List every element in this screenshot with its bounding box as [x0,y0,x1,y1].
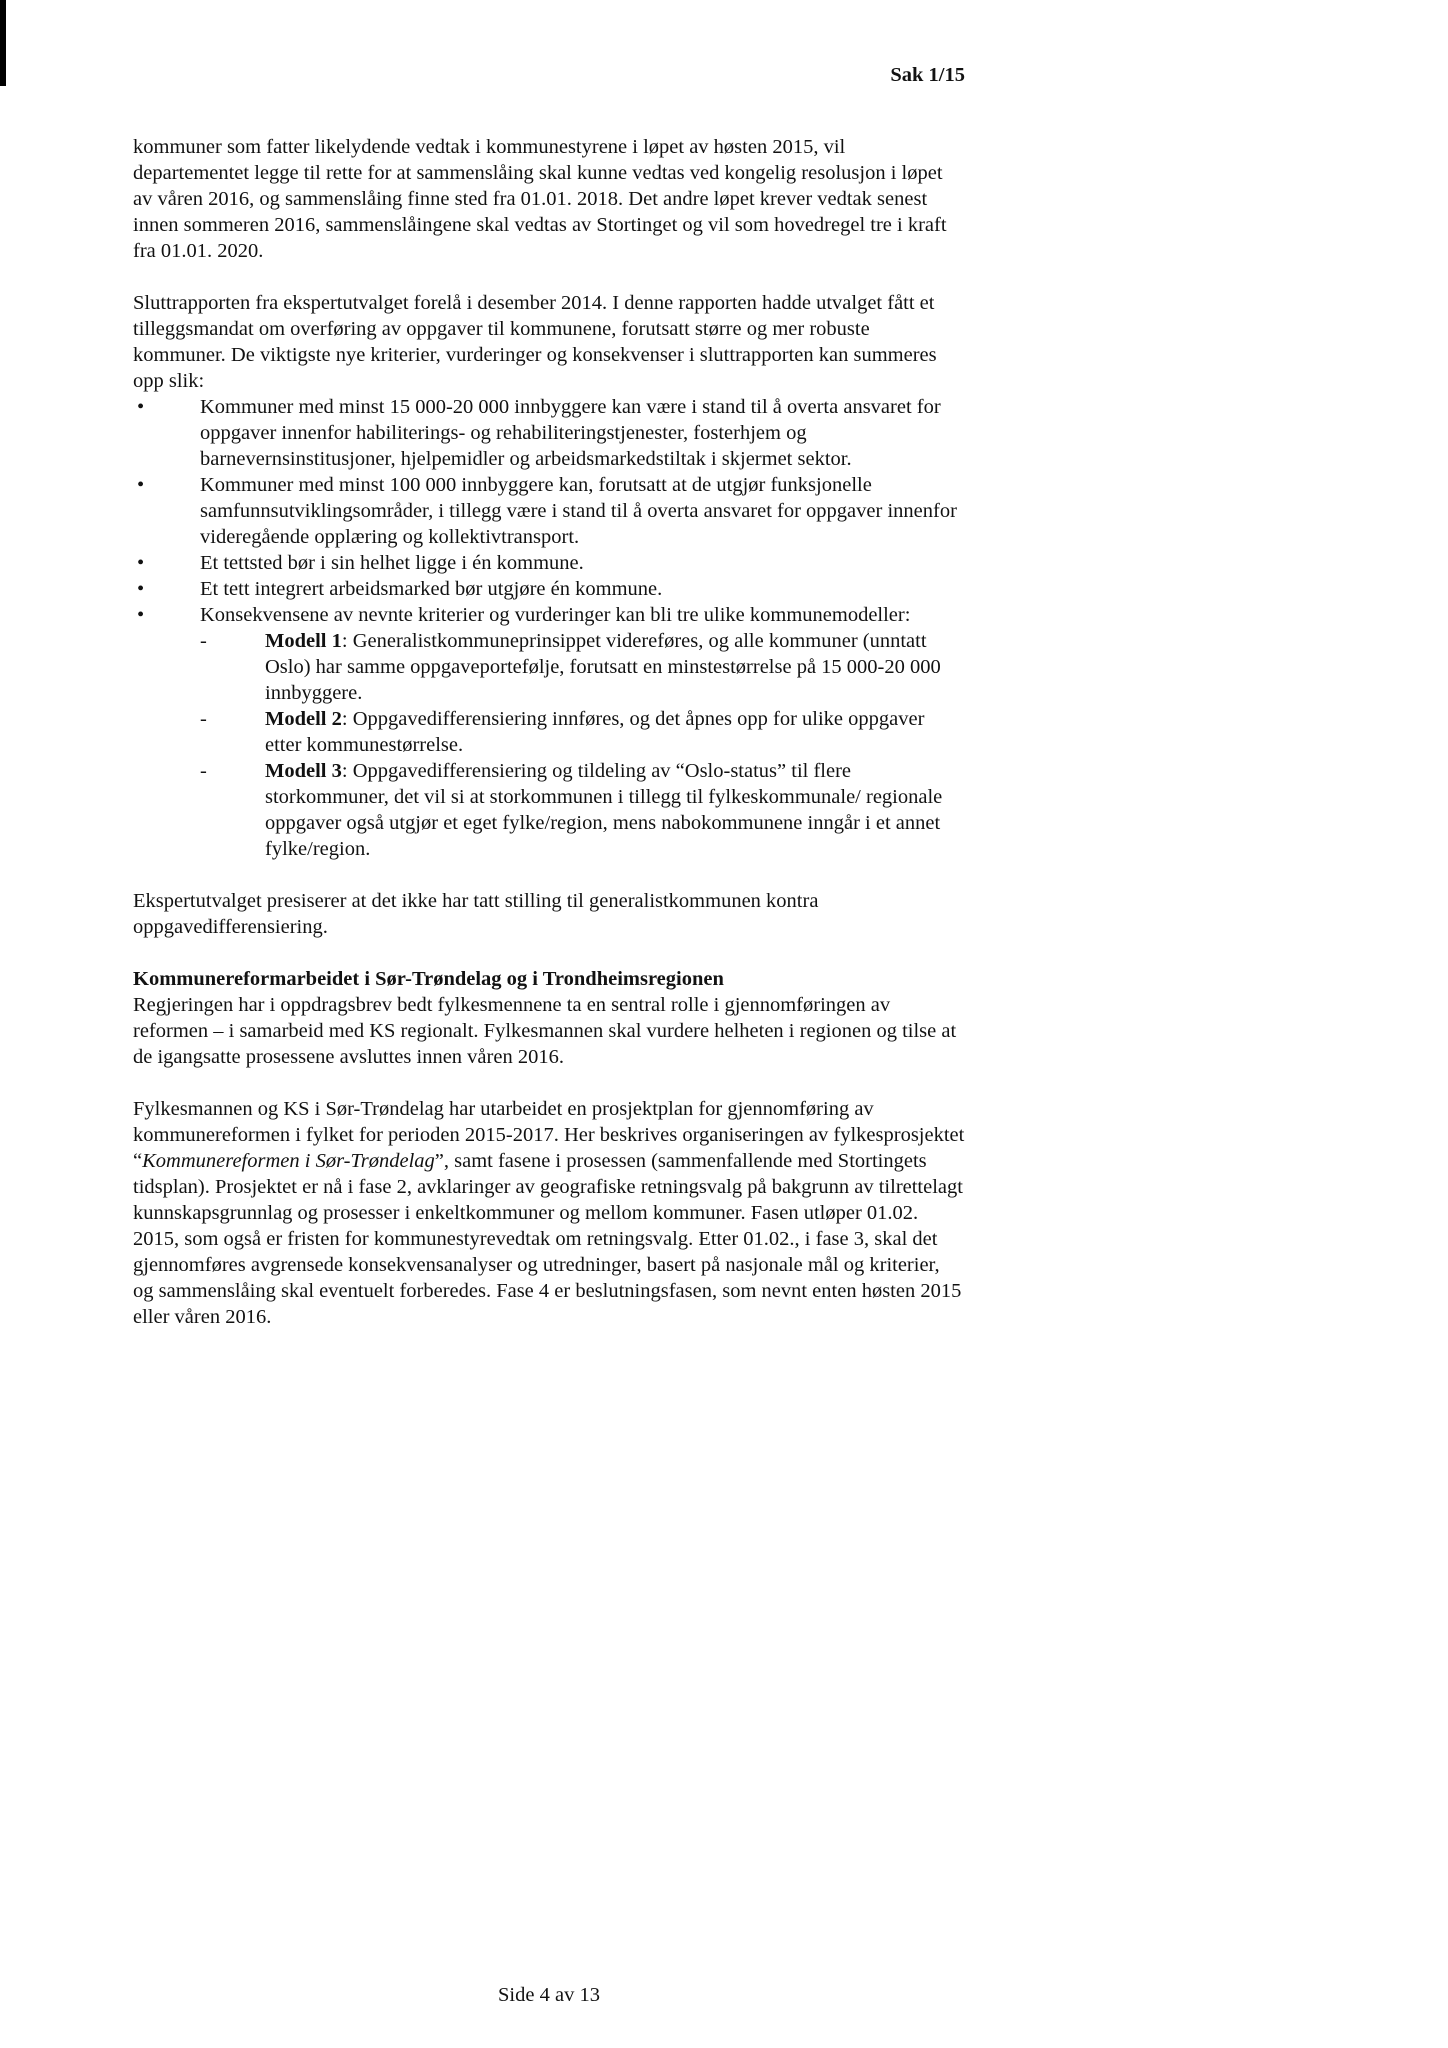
model-item [200,706,965,758]
bullet-marker: • [137,552,145,574]
bullet-marker: • [137,396,145,418]
bullet-text: Kommuner med minst 15 000-20 000 innbyggere kan være i stand til å overta ansvaret for oppgaver innenfor habiliterings- og rehabiliteringstjenester, fosterhjem og barnevernsinstitusjoner, hjelpemidler og arbeidsmarkedstiltak i skjermet sektor. [200,396,941,470]
model-label: Modell 2 [265,708,342,730]
bullet-marker: • [137,604,145,626]
paragraph-two-tracks: kommuner som fatter likelydende vedtak i kommunestyrene i løpet av høsten 2015, vil departementet legge til rette for at sammenslåing skal kunne vedtas ved kongelig resolusjon i løpet av våren 2016, og sammenslåing finne sted fra 01.01. 2018. Det andre løpet krever vedtak senest innen sommeren 2016, sammenslåingene skal vedtas av Stortinget og vil som hovedregel tre i kraft fra 01.01. 2020. [133,136,947,262]
dash-marker: - [200,760,207,782]
paragraph-regjeringen: Regjeringen har i oppdragsbrev bedt fylkesmennene ta en sentral rolle i gjennomføringen av reformen – i samarbeid med KS regionalt. Fylkesmannen skal vurdere helheten i regionen og tilse at de igangsatte prosessene avsluttes innen våren 2016. [133,994,957,1068]
model-text: : Oppgavedifferensiering innføres, og det åpnes opp for ulike oppgaver etter kommunestørrelse. [265,708,925,756]
bullet-marker: • [137,578,145,600]
page-content [133,62,965,1330]
bullet-item [133,550,965,576]
paragraph-prosjektplan [133,1096,965,1330]
dash-marker: - [200,708,207,730]
model-label: Modell 3 [265,760,342,782]
dash-marker: - [200,630,207,652]
model-list [200,628,965,862]
bullet-text: Kommuner med minst 100 000 innbyggere kan, forutsatt at de utgjør funksjonelle samfunnsutviklingsområder, i tillegg være i stand til å overta ansvaret for oppgaver innenfor videregående opplæring og kollektivtransport. [200,474,957,548]
project-title-italic: Kommunereformen i Sør-Trøndelag [142,1150,435,1172]
page-number: Side 4 av 13 [498,1984,600,2006]
text-after-title: ”, samt fasene i prosessen (sammenfallende med Stortingets tidsplan). Prosjektet er nå i fase 2, avklaringer av geografiske retningsvalg på bakgrunn av tilrettelagt kunnskapsgrunnlag og prosesser i enkeltkommuner og mellom kommuner. Fasen utløper 01.02. 2015, som også er fristen for kommunestyrevedtak om retningsvalg. Etter 01.02., i fase 3, skal det gjennomføres avgrensede konsekvensanalyser og utredninger, basert på nasjonale mål og kriterier, og sammenslåing skal eventuelt forberedes. Fase 4 er beslutningsfasen, som nevnt enten høsten 2015 eller våren 2016. [133,1150,963,1328]
page-footer [133,1982,965,2008]
paragraph-final-report: Sluttrapporten fra ekspertutvalget forelå i desember 2014. I denne rapporten hadde utvalget fått et tilleggsmandat om overføring av oppgaver til kommunene, forutsatt større og mer robuste kommuner. De viktigste nye kriterier, vurderinger og konsekvenser i sluttrapporten kan summeres opp slik: [133,292,937,392]
model-text: : Generalistkommuneprinsippet videreføres, og alle kommuner (unntatt Oslo) har samme oppgaveportefølje, forutsatt en minstestørrelse på 15 000-20 000 innbyggere. [265,630,941,704]
bullet-item [133,472,965,550]
case-reference: Sak 1/15 [890,64,965,86]
bullet-item [133,576,965,602]
model-item [200,628,965,706]
bullet-marker: • [137,474,145,496]
model-item [200,758,965,862]
model-text: : Oppgavedifferensiering og tildeling av “Oslo-status” til flere storkommuner, det vil si at storkommunen i tillegg til fylkeskommunale/ regionale oppgaver også utgjør et eget fylke/region, mens nabokommunene inngår i et annet fylke/region. [265,760,943,860]
bullet-text: Konsekvensene av nevnte kriterier og vurderinger kan bli tre ulike kommunemodeller: [200,604,911,626]
text-before-title: Fylkesmannen og KS i Sør-Trøndelag har utarbeidet en prosjektplan for gjennomføring av kommunereformen i fylket for perioden 2015-2017. Her beskrives organiseringen av fylkesprosjektet “ [133,1098,965,1172]
paragraph-expert-note: Ekspertutvalget presiserer at det ikke har tatt stilling til generalistkommunen kontra oppgavedifferensiering. [133,890,819,938]
model-label: Modell 1 [265,630,342,652]
bullet-list [133,394,965,862]
bullet-item [133,602,965,862]
section-heading: Kommunereformarbeidet i Sør-Trøndelag og i Trondheimsregionen [133,968,724,990]
bullet-item [133,394,965,472]
bullet-text: Et tettsted bør i sin helhet ligge i én kommune. [200,552,584,574]
bullet-text: Et tett integrert arbeidsmarked bør utgjøre én kommune. [200,578,663,600]
scan-artifact [0,0,6,86]
